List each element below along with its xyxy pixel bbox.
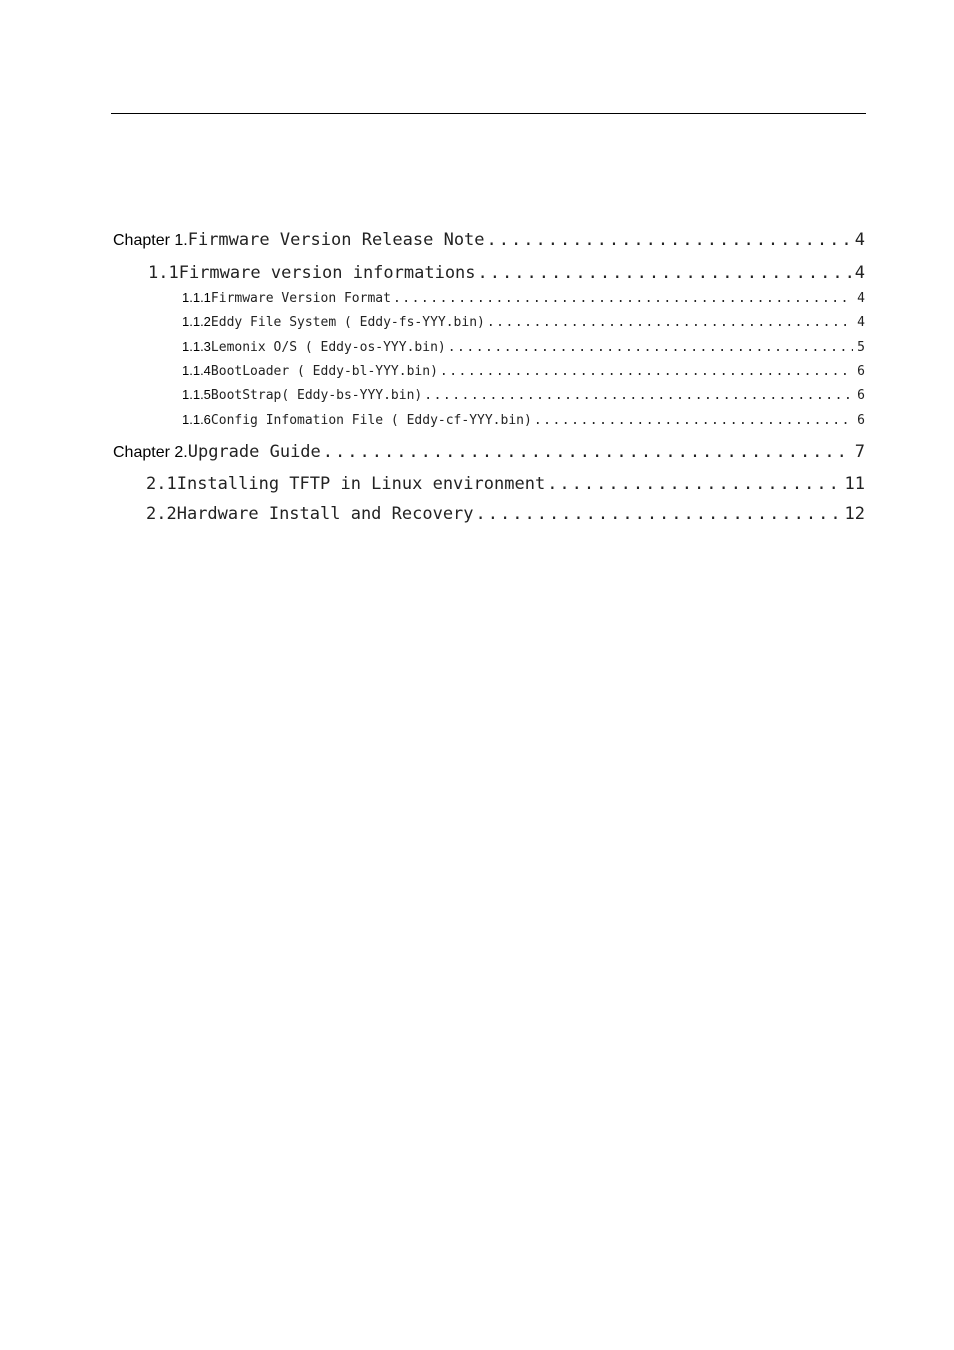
toc-section-title: Firmware version informations bbox=[178, 263, 476, 283]
toc-entry-subsection-1-1-3[interactable] bbox=[182, 339, 865, 355]
toc-subsection-number: 1.1.1 bbox=[182, 290, 211, 305]
toc-page-number: 11 bbox=[844, 474, 865, 494]
toc-page-number: 6 bbox=[857, 364, 865, 379]
toc-leader-dots bbox=[440, 364, 853, 379]
toc-subsection-number: 1.1.5 bbox=[182, 387, 211, 402]
toc-chapter-number: Chapter 1. bbox=[113, 232, 188, 249]
toc-entry-section-2-2[interactable] bbox=[146, 504, 865, 524]
toc-entry-chapter-1[interactable] bbox=[113, 230, 865, 250]
toc-page-number: 6 bbox=[857, 388, 865, 403]
toc-page-number: 4 bbox=[854, 230, 865, 250]
toc-leader-dots bbox=[487, 230, 851, 250]
toc-page-number: 12 bbox=[844, 504, 865, 524]
toc-entry-subsection-1-1-2[interactable] bbox=[182, 314, 865, 330]
toc-subsection-title: Eddy File System ( Eddy-fs-YYY.bin) bbox=[210, 315, 485, 330]
toc-leader-dots bbox=[448, 340, 853, 355]
toc-entry-chapter-2[interactable] bbox=[113, 442, 865, 462]
toc-subsection-title: Config Infomation File ( Eddy-cf-YYY.bin) bbox=[210, 413, 532, 428]
toc-entry-section-2-1[interactable] bbox=[146, 474, 865, 494]
toc-entry-section-1-1[interactable] bbox=[148, 263, 865, 283]
toc-entry-subsection-1-1-1[interactable] bbox=[182, 290, 865, 306]
toc-subsection-title: BootStrap( Eddy-bs-YYY.bin) bbox=[210, 388, 423, 403]
header-rule bbox=[111, 113, 866, 114]
toc-section-number: 2.2 bbox=[146, 504, 177, 524]
toc-chapter-number: Chapter 2. bbox=[113, 444, 188, 461]
toc-leader-dots bbox=[487, 315, 853, 330]
toc-section-number: 1.1 bbox=[148, 263, 179, 283]
toc-page-number: 4 bbox=[854, 263, 865, 283]
toc-section-title: Hardware Install and Recovery bbox=[176, 504, 474, 524]
toc-subsection-title: Firmware Version Format bbox=[210, 291, 391, 306]
toc-leader-dots bbox=[393, 291, 853, 306]
toc-leader-dots bbox=[534, 413, 853, 428]
toc-section-number: 2.1 bbox=[146, 474, 177, 494]
toc-chapter-title: Firmware Version Release Note bbox=[187, 230, 485, 250]
toc-entry-subsection-1-1-6[interactable] bbox=[182, 412, 865, 428]
toc-subsection-number: 1.1.3 bbox=[182, 339, 211, 354]
toc-leader-dots bbox=[476, 504, 841, 524]
toc-subsection-number: 1.1.4 bbox=[182, 363, 211, 378]
toc-leader-dots bbox=[323, 442, 851, 462]
toc-entry-subsection-1-1-4[interactable] bbox=[182, 363, 865, 379]
toc-subsection-title: Lemonix O/S ( Eddy-os-YYY.bin) bbox=[210, 340, 446, 355]
toc-subsection-number: 1.1.2 bbox=[182, 314, 211, 329]
toc-page-number: 7 bbox=[854, 442, 865, 462]
toc-subsection-title: BootLoader ( Eddy-bl-YYY.bin) bbox=[210, 364, 438, 379]
toc-entry-subsection-1-1-5[interactable] bbox=[182, 387, 865, 403]
toc-page-number: 6 bbox=[857, 413, 865, 428]
toc-section-title: Installing TFTP in Linux environment bbox=[176, 474, 546, 494]
toc-subsection-number: 1.1.6 bbox=[182, 412, 211, 427]
toc-page-number: 4 bbox=[857, 291, 865, 306]
toc-leader-dots bbox=[478, 263, 851, 283]
toc-leader-dots bbox=[547, 474, 840, 494]
toc-leader-dots bbox=[424, 388, 853, 403]
toc-page-number: 4 bbox=[857, 315, 865, 330]
toc-chapter-title: Upgrade Guide bbox=[187, 442, 321, 462]
toc-page-number: 5 bbox=[857, 340, 865, 355]
